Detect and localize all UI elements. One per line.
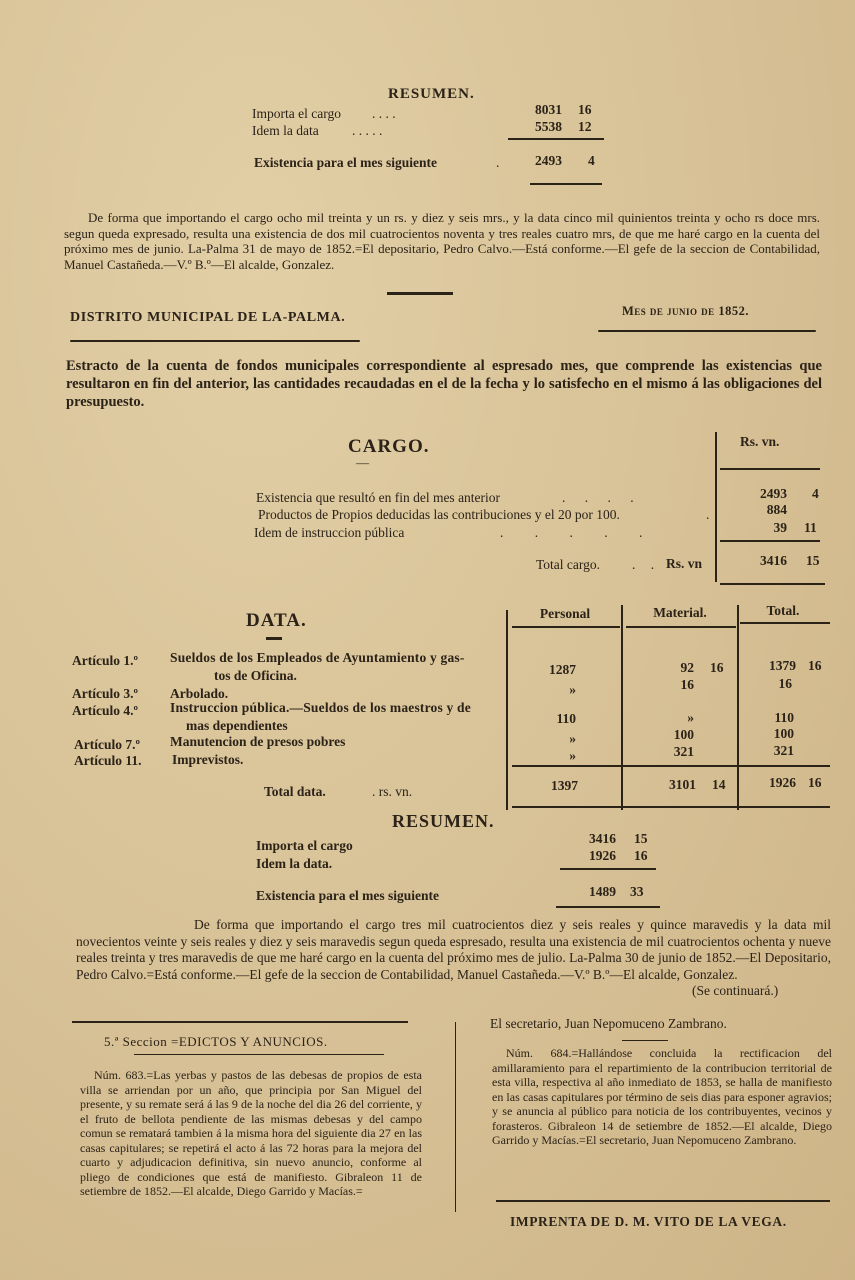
cargo-row1-label: Existencia que resultó en fin del mes anterior [256, 490, 501, 505]
resumen1-row1-mrs: 16 [578, 102, 592, 117]
cargo-vline [715, 432, 717, 582]
data-row3-material: » [687, 710, 694, 725]
data-header-rule-material [626, 626, 736, 628]
data-total-material: 3101 [669, 777, 696, 792]
cargo-row1-rs: 2493 [760, 486, 787, 501]
resumen1-existencia-rs: 2493 [535, 153, 562, 168]
data-title-mark [266, 637, 282, 640]
mes-underline [598, 330, 816, 332]
resumen2-existencia-rs: 1489 [589, 884, 616, 899]
section-divider [387, 292, 453, 295]
data-row4-concept: Manutencion de presos pobres [170, 734, 346, 749]
resumen1-row2-label: Idem la data [252, 123, 319, 138]
cargo-total-mrs: 15 [806, 553, 820, 568]
imprenta-rule [496, 1200, 830, 1202]
data-total-total: 1926 [769, 775, 796, 790]
data-row1-material-mrs: 16 [710, 660, 724, 675]
cargo-total-unit: Rs. vn [666, 556, 703, 571]
resumen2-existencia-mrs: 33 [630, 884, 644, 899]
mes-title: Mes de junio de 1852. [622, 304, 749, 318]
data-vline-2 [621, 605, 623, 810]
data-row5-total: 321 [773, 743, 794, 758]
data-row1-concept-cont: tos de Oficina. [214, 668, 297, 683]
data-row2-material: 16 [680, 677, 694, 692]
data-header-rule-personal [512, 626, 620, 628]
anuncio-684: Núm. 684.=Hallándose concluida la rectificacion del amillaramiento para el repartimiento de la contribucion territorial de esta villa, respectiva al año inmediato de 1853, se halla de manifiesto en las casas capitulares por término de seis dias para esponer agravios; y se anuncia al público para noticia de los contribuyentes, vecinos y forasteros. Gibraleon 14 de setiembre de 1852.—El alcalde, Diego Garrido y Macías.=El secretario, Juan Nepomuceno Zambrano. [492, 1046, 832, 1147]
resumen1-title: RESUMEN. [388, 86, 475, 102]
distrito-title: DISTRITO MUNICIPAL DE LA-PALMA. [70, 310, 346, 325]
data-total-personal: 1397 [551, 778, 578, 793]
data-row1-total-mrs: 16 [808, 658, 822, 673]
cargo-bottom-rule [720, 583, 825, 585]
data-vline-3 [737, 605, 739, 810]
resumen1-row1-label: Importa el cargo [252, 106, 341, 121]
data-header-material: Material. [653, 605, 707, 620]
data-row2-total: 16 [778, 676, 792, 691]
data-row2-concept: Arbolado. [170, 686, 229, 701]
data-total-material-mrs: 14 [712, 777, 726, 792]
cargo-row1-dots: . . . . [562, 490, 642, 505]
data-total-label: Total data. [264, 784, 326, 799]
cargo-row2-label: Productos de Propios deducidas las contribuciones y el 20 por 100. [258, 507, 620, 522]
data-row5-concept: Imprevistos. [172, 752, 244, 767]
paragraph-cargo-mayo: De forma que importando el cargo ocho mil treinta y un rs. y diez y seis mrs., y la data cinco mil quinientos treinta y ocho rs doce mrs. segun queda expresado, resulta una existencia de dos mil cuatrocientos noventa y tres reales cuatro mrs, de que me haré cargo en la cuenta del próximo mes de junio. La-Palma 31 de mayo de 1852.=El depositario, Pedro Calvo.—Está conforme.—El gefe de la seccion de Contabilidad, Manuel Castañeda.—V.º B.º—El alcalde, Gonzalez. [64, 210, 820, 272]
column-divider [455, 1022, 456, 1212]
resumen2-bottom-rule [556, 906, 660, 908]
data-header-total: Total. [766, 603, 800, 618]
data-total-rule [512, 765, 830, 767]
cargo-row2-rs: 884 [766, 502, 787, 517]
cargo-total-dots: . . [632, 557, 661, 572]
resumen2-row2-label: Idem la data. [256, 856, 333, 871]
cargo-row3-label: Idem de instruccion pública [254, 525, 405, 540]
data-row1-concept: Sueldos de los Empleados de Ayuntamiento y gas- [170, 650, 465, 665]
cargo-total-rule [720, 540, 820, 542]
resumen2-title: RESUMEN. [392, 811, 495, 831]
cargo-total-rs: 3416 [760, 553, 787, 568]
left-column-top-rule [72, 1021, 408, 1023]
cargo-col-header: Rs. vn. [740, 434, 780, 449]
data-row1-article: Artículo 1.º [72, 653, 138, 668]
secretario-line: El secretario, Juan Nepomuceno Zambrano. [490, 1016, 727, 1031]
data-row3-concept: Instruccion pública.—Sueldos de los maestros y de [170, 700, 471, 715]
resumen1-row1-rs: 8031 [535, 102, 562, 117]
data-row2-personal: » [569, 682, 576, 697]
resumen1-existencia-label: Existencia para el mes siguiente [254, 155, 437, 170]
data-row2-article: Artículo 3.º [72, 686, 138, 701]
paragraph-cargo-junio: De forma que importando el cargo tres mil cuatrocientos diez y seis reales y quince maravedis y la data mil novecientos veinte y seis reales y diez y seis maravedis segun queda espresado, resulta una existencia de mil cuatrocientos ochenta y nueve reales treinta y tres maravedis de que me haré cargo en la cuenta del próximo mes de julio. La-Palma 30 de junio de 1852.—El Depositario, Pedro Calvo.=Está conforme.—El gefe de la seccion de Contabilidad, Manuel Castañeda.—V.º B.º—El alcalde, Gonzalez. [76, 917, 831, 982]
cargo-row3-dots: . . . . . [500, 525, 657, 540]
data-row3-personal: 110 [556, 711, 576, 726]
data-row5-personal: » [569, 748, 576, 763]
data-row1-material: 92 [680, 660, 694, 675]
data-row1-personal: 1287 [549, 662, 576, 677]
data-vline-1 [506, 610, 508, 810]
distrito-underline [70, 340, 360, 342]
resumen2-row2-mrs: 16 [634, 848, 648, 863]
data-row3-concept-cont: mas dependientes [186, 718, 288, 733]
data-total-total-mrs: 16 [808, 775, 822, 790]
resumen1-existencia-mrs: 4 [588, 153, 595, 168]
data-row4-personal: » [569, 731, 576, 746]
resumen2-row1-label: Importa el cargo [256, 838, 353, 853]
data-row3-total: 110 [774, 710, 794, 725]
resumen1-row2-dots: . . . . . [352, 123, 383, 138]
secretario-rule [622, 1040, 668, 1041]
cargo-row2-dots: . [706, 507, 710, 522]
extracto-paragraph: Estracto de la cuenta de fondos municipales correspondiente al espresado mes, que comprende las existencias que resultaron en fin del anterior, las cantidades recaudadas en el de la fecha y lo satisfecho en el mismo á las obligaciones del presupuesto. [66, 358, 822, 410]
data-header-personal: Personal [539, 606, 591, 621]
resumen1-existencia-dots: . [496, 155, 500, 170]
cargo-total-label: Total cargo. [536, 557, 601, 572]
resumen1-sum-rule [508, 138, 604, 140]
resumen2-row1-mrs: 15 [634, 831, 648, 846]
continuara-note: (Se continuará.) [692, 983, 779, 998]
cargo-row3-mrs: 11 [804, 520, 817, 535]
resumen2-row1-rs: 3416 [589, 831, 616, 846]
anuncio-683: Núm. 683.=Las yerbas y pastos de las debesas de propios de esta villa se arriendan por un año, que principia por San Miguel del presente, y su remate será á las 9 de la noche del dia 26 del corriente, y el fruto de bellota pendiente de las mismas debesas y del campo comun se rematará tambien á la misma hora del siguiente dia 27 en las casas capitulares; se repetirá el acto á las 72 horas para la mejora del cuarto y adjudicacion definitiva, sin nuevo anuncio, conforme al pliego de condiciones que está de manifiesto. Gibraleon 11 de setiembre de 1852.—El alcalde, Diego Garrido y Macías.= [80, 1068, 422, 1198]
data-header-rule-total [740, 622, 830, 624]
resumen1-row2-mrs: 12 [578, 119, 592, 134]
data-row4-article: Artículo 7.º [74, 737, 140, 752]
data-row5-article: Artículo 11. [74, 753, 142, 768]
resumen1-bottom-rule [530, 183, 602, 185]
resumen2-sum-rule [560, 868, 656, 870]
data-row4-material: 100 [673, 727, 694, 742]
cargo-header-rule [720, 468, 820, 470]
data-total-unit: . rs. vn. [372, 784, 413, 799]
seccion5-underline [134, 1054, 384, 1055]
resumen1-row2-rs: 5538 [535, 119, 562, 134]
cargo-row1-mrs: 4 [812, 486, 819, 501]
resumen2-row2-rs: 1926 [589, 848, 616, 863]
data-row1-total: 1379 [769, 658, 796, 673]
data-row5-material: 321 [673, 744, 694, 759]
cargo-title: CARGO. [348, 436, 430, 457]
data-title: DATA. [246, 610, 307, 631]
data-row3-article: Artículo 4.º [72, 703, 138, 718]
seccion5-title: 5.ª Seccion =EDICTOS Y ANUNCIOS. [104, 1034, 328, 1049]
resumen1-row1-dots: . . . . [372, 106, 396, 121]
cargo-dash: — [356, 455, 369, 470]
cargo-row3-rs: 39 [773, 520, 787, 535]
imprenta-footer: IMPRENTA DE D. M. VITO DE LA VEGA. [510, 1214, 787, 1229]
data-bottom-rule [512, 806, 830, 808]
data-row4-total: 100 [773, 726, 794, 741]
resumen2-existencia-label: Existencia para el mes siguiente [256, 888, 439, 903]
